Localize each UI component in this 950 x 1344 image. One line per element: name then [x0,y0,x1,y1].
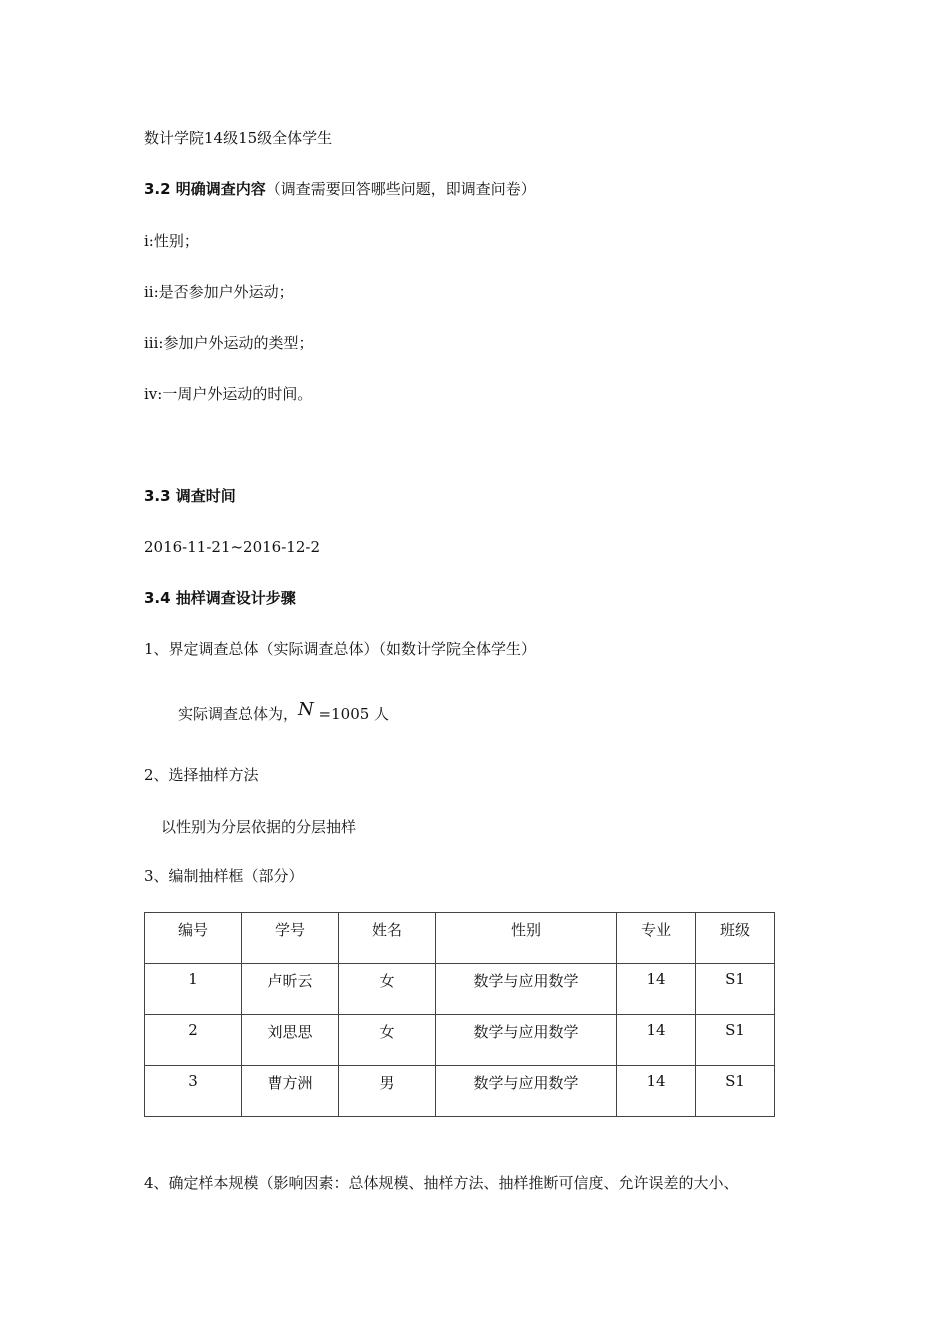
step-3: 3、编制抽样框（部分） [144,867,304,885]
section-3-2-heading: 3.2 明确调查内容 [144,180,266,198]
content-item-4: iv:一周户外运动的时间。 [144,385,313,403]
content-item-3: iii:参加户外运动的类型； [144,334,314,352]
sampling-frame-table [144,912,775,1117]
sampling-method: 以性别为分层依据的分层抽样 [161,818,357,836]
table-cell: 女 [339,964,436,1015]
table-cell: 14 [617,1066,696,1117]
table-header-cell: 学号 [242,913,339,964]
table-header-row [145,913,775,964]
table-header-cell: 专业 [617,913,696,964]
table-cell: S1 [696,964,775,1015]
table-cell: 14 [617,964,696,1015]
population-size-line [178,699,390,724]
table-cell: 14 [617,1015,696,1066]
table-cell: 曹方洲 [242,1066,339,1117]
table-cell: 数学与应用数学 [436,1066,617,1117]
table-cell: 刘思思 [242,1015,339,1066]
table-cell: 3 [145,1066,242,1117]
survey-date-range: 2016-11-21~2016-12-2 [144,538,320,556]
table-cell: 1 [145,964,242,1015]
table-cell: 2 [145,1015,242,1066]
step-1: 1、界定调查总体（实际调查总体）（如数计学院全体学生） [144,640,537,658]
step-2: 2、选择抽样方法 [144,766,259,784]
population-symbol: N [298,699,314,720]
content-item-1: i:性别； [144,232,199,250]
table-cell: 卢昕云 [242,964,339,1015]
content-item-2: ii:是否参加户外运动； [144,283,294,301]
section-3-2-note: （调查需要回答哪些问题，即调查问卷） [265,180,536,198]
table-row [145,964,775,1015]
table-cell: 数学与应用数学 [436,1015,617,1066]
table-header-cell: 姓名 [339,913,436,964]
table-row [145,1066,775,1117]
table-cell: 女 [339,1015,436,1066]
step-4: 4、确定样本规模（影响因素：总体规模、抽样方法、抽样推断可信度、允许误差的大小、 [144,1174,739,1192]
section-3-4-heading: 3.4 抽样调查设计步骤 [144,589,296,607]
table-header-cell: 性别 [436,913,617,964]
table-cell: S1 [696,1015,775,1066]
table-cell: 数学与应用数学 [436,964,617,1015]
population-line: 数计学院14级15级全体学生 [144,129,333,147]
table-cell: S1 [696,1066,775,1117]
table-header-cell: 班级 [696,913,775,964]
population-prefix: 实际调查总体为， [178,705,299,723]
table-cell: 男 [339,1066,436,1117]
section-3-3-heading: 3.3 调查时间 [144,487,236,505]
population-value: =1005 人 [318,705,390,723]
table-row [145,1015,775,1066]
table-header-cell: 编号 [145,913,242,964]
section-3-2-title [144,179,536,199]
